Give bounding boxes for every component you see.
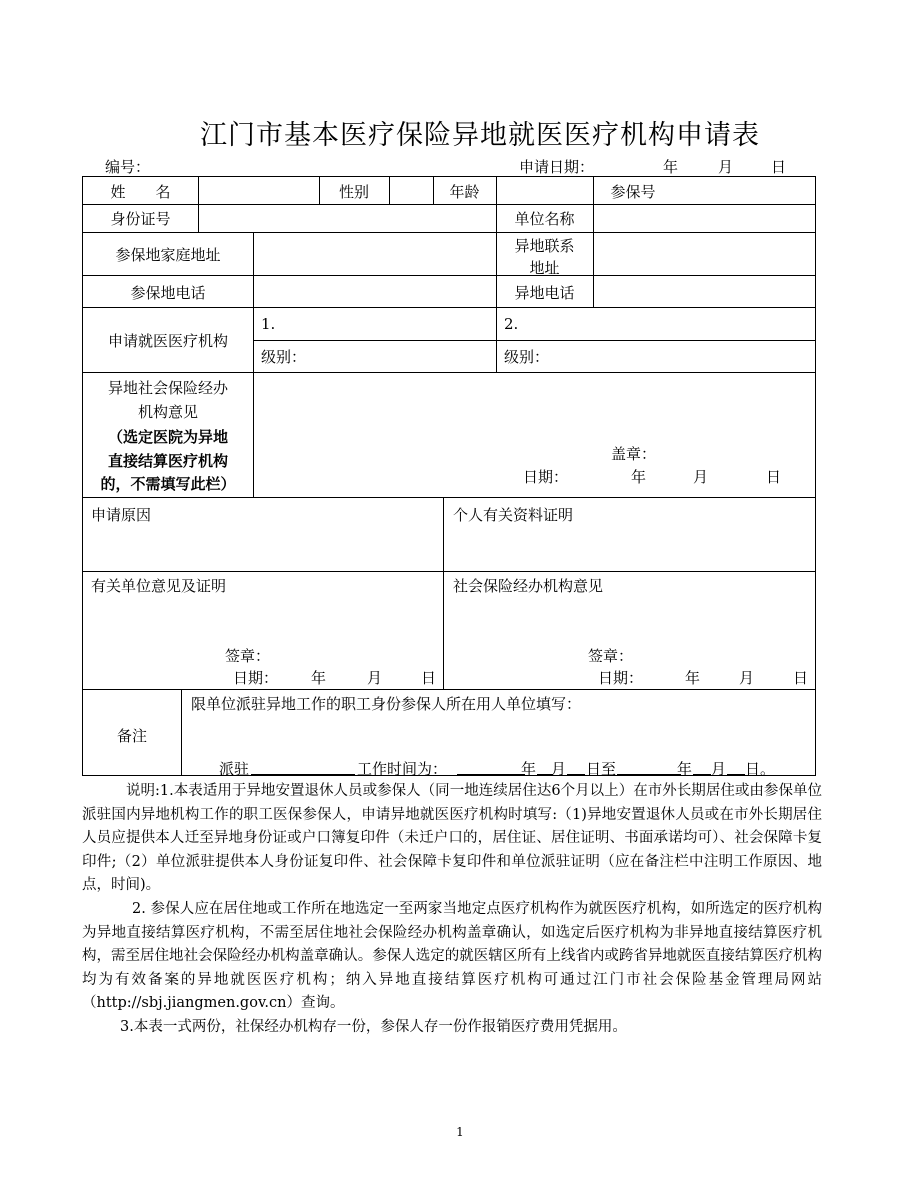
instruction-2: 2. 参保人应在居住地或工作所在地选定一至两家当地定点医疗机构作为就医医疗机构，如所选定的医疗机构为异地直接结算医疗机构，不需至居住地社会保险经办机构盖章确认，如选定后医疗机构为非异地直接结算医疗机构，需至居住地社会保险经办机构盖章确认。参保人选定的就医辖区所有上线省内或跨省异地就医直接结算医疗机构均为有效备案的异地就医医疗机构；纳入异地直接结算医疗机构可通过江门市社会保险基金管理局网站（http://sbj.jiangmen.gov.cn）查询。: [82, 900, 822, 1012]
unit-sign-label: 签章：: [225, 647, 271, 665]
remark-instruction: 限单位派驻异地工作的职工身份参保人所在用人单位填写：: [191, 695, 582, 713]
header-day: 日: [771, 158, 787, 176]
si-month: 月: [739, 669, 755, 687]
remark-year: 年: [521, 760, 537, 778]
opinion-label-2: 机构意见: [137, 403, 198, 421]
end-day-underline: [727, 774, 745, 775]
employer-label: 单位名称: [514, 210, 575, 228]
id-label: 身份证号: [110, 210, 171, 228]
instruction-1: 说明:1.本表适用于异地安置退休人员或参保人（同一地连续居住达6个月以上）在市外长期居住或由参保单位派驻国内异地机构工作的职工医保参保人，申请异地就医医疗机构时填写:（1)异地安置退休人员或在市外长期居住人员应提供本人迁至异地身份证或户口簿复印件（未迁户口的，居住证、居住证明、书面承诺均可）、社会保障卡复印件;（2）单位派驻提供本人身份证复印件、社会保障卡复印件和单位派驻证明（应在备注栏中注明工作原因、地点，时间)。: [82, 783, 822, 894]
opinion-year: 年: [631, 468, 647, 486]
unit-opinion-label: 有关单位意见及证明: [91, 577, 227, 595]
remark-end-month: 月: [711, 760, 727, 778]
home-phone-label: 参保地电话: [130, 284, 206, 302]
end-year-underline: [617, 774, 681, 775]
end-month-underline: [693, 774, 711, 775]
si-sign-label: 签章：: [588, 647, 634, 665]
remark-month: 月: [551, 760, 567, 778]
level-1: 级别：: [261, 348, 307, 366]
opinion-note-2: 直接结算医疗机构: [107, 452, 228, 470]
unit-month: 月: [367, 669, 383, 687]
instruction-3: 3.本表一式两份，社保经办机构存一份，参保人存一份作报销医疗费用凭据用。: [120, 1018, 627, 1035]
apply-date-label: 申请日期：: [519, 158, 595, 176]
opinion-note-3: 的，不需填写此栏）: [100, 475, 236, 493]
remark-day-end: 日。: [745, 760, 776, 778]
application-form: [82, 176, 816, 776]
opinion-label-1: 异地社会保险经办: [107, 379, 228, 397]
remark-label: 备注: [116, 727, 147, 745]
age-label: 年龄: [449, 183, 480, 201]
dispatch-label: 派驻: [219, 760, 250, 778]
header-year: 年: [663, 158, 679, 176]
dispatch-underline: [251, 774, 355, 775]
start-day-underline: [567, 774, 585, 775]
number-label: 编号：: [105, 158, 151, 176]
opinion-seal-label: 盖章：: [611, 445, 657, 463]
opinion-note-1: （选定医院为异地: [107, 428, 228, 446]
si-opinion-label: 社会保险经办机构意见: [453, 577, 604, 595]
si-year: 年: [685, 669, 701, 687]
apply-institution-label: 申请就医医疗机构: [107, 332, 228, 350]
remark-day-to: 日至: [586, 760, 617, 778]
institution-2: 2.: [504, 315, 519, 333]
opinion-month: 月: [693, 468, 709, 486]
remark-end-year: 年: [677, 760, 693, 778]
work-time-label: 工作时间为：: [357, 760, 448, 778]
page-title: 江门市基本医疗保险异地就医医疗机构申请表: [200, 120, 760, 151]
opinion-day: 日: [766, 468, 782, 486]
reason-label: 申请原因: [91, 506, 152, 524]
personal-docs-label: 个人有关资料证明: [453, 506, 574, 524]
name-label: 姓 名: [110, 183, 171, 201]
institution-1: 1.: [261, 315, 276, 333]
unit-day: 日: [421, 669, 437, 687]
remote-contact-label-1: 异地联系: [514, 237, 575, 255]
page-number: 1: [456, 1125, 464, 1139]
home-address-label: 参保地家庭地址: [115, 246, 221, 264]
remote-phone-label: 异地电话: [514, 284, 575, 302]
si-date-label: 日期：: [598, 669, 644, 687]
insurance-no-label: 参保号: [610, 183, 656, 201]
header-month: 月: [718, 158, 734, 176]
gender-label: 性别: [338, 183, 369, 201]
si-day: 日: [793, 669, 809, 687]
unit-date-label: 日期：: [233, 669, 279, 687]
start-year-underline: [457, 774, 525, 775]
level-2: 级别：: [504, 348, 550, 366]
instructions: [82, 780, 822, 1040]
remote-contact-label-2: 地址: [529, 259, 560, 277]
unit-year: 年: [311, 669, 327, 687]
opinion-date-label: 日期：: [523, 468, 569, 486]
